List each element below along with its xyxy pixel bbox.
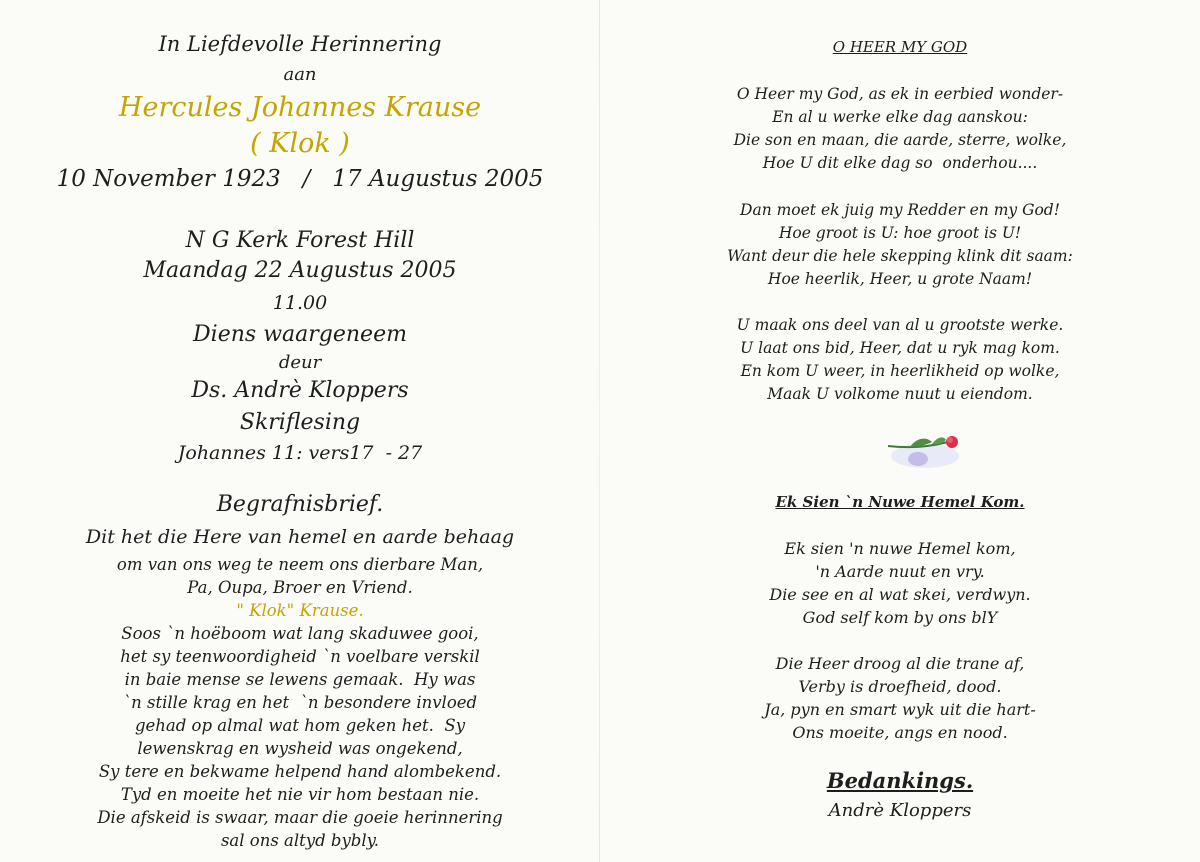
life-dates: 10 November 1923 / 17 Augustus 2005 — [56, 166, 544, 192]
minister-name: Ds. Andrè Kloppers — [191, 378, 409, 403]
intro-line: In Liefdevolle Herinnering — [158, 32, 442, 56]
letter-line: in baie mense se lewens gemaak. Hy was — [124, 670, 476, 689]
hymn-line: Want deur die hele skepping klink dit saam: — [727, 247, 1073, 265]
poem-line: Ja, pyn en smart wyk uit die hart- — [764, 700, 1036, 719]
deceased-nickname: ( Klok ) — [250, 128, 350, 159]
hymn-line: Die son en maan, die aarde, sterre, wolke, — [733, 131, 1067, 149]
letter-line-nickname: " Klok" Krause. — [236, 601, 364, 620]
poem-title: Ek Sien `n Nuwe Hemel Kom. — [775, 493, 1025, 511]
service-time: 11.00 — [272, 292, 328, 314]
hymn-line: Hoe groot is U: hoe groot is U! — [778, 224, 1022, 242]
letter-line: om van ons weg te neem ons dierbare Man, — [116, 555, 484, 574]
thanks-name: Andrè Kloppers — [828, 800, 972, 821]
letter-line: Pa, Oupa, Broer en Vriend. — [187, 578, 413, 597]
aan-line: aan — [283, 64, 317, 85]
rose-icon — [880, 426, 970, 472]
reading-heading: Skriflesing — [239, 410, 361, 435]
hymn-line: Hoe U dit elke dag so onderhou.... — [762, 154, 1038, 172]
service-by: Diens waargeneem — [193, 322, 407, 347]
hymn-line: En al u werke elke dag aanskou: — [772, 108, 1028, 126]
hymn-title: O HEER MY GOD — [832, 38, 968, 56]
hymn-line: Dan moet ek juig my Redder en my God! — [740, 201, 1060, 219]
letter-line: `n stille krag en het `n besondere invloed — [122, 693, 478, 712]
letter-line: het sy teenwoordigheid `n voelbare verskil — [120, 647, 480, 666]
poem-line: Die Heer droog al die trane af, — [775, 654, 1025, 673]
deur-line: deur — [278, 352, 322, 373]
letter-line: Sy tere en bekwame helpend hand alombekend. — [98, 762, 502, 781]
poem-line: Ek sien 'n nuwe Hemel kom, — [784, 539, 1016, 558]
poem-line: 'n Aarde nuut en vry. — [815, 562, 985, 581]
hymn-line: En kom U weer, in heerlikheid op wolke, — [740, 362, 1060, 380]
deceased-name: Hercules Johannes Krause — [118, 92, 482, 123]
letter-first-line: Dit het die Here van hemel en aarde behaag — [85, 526, 515, 548]
hymn-line: U laat ons bid, Heer, dat u ryk mag kom. — [740, 339, 1060, 357]
poem-line: Die see en al wat skei, verdwyn. — [769, 585, 1031, 604]
letter-line: sal ons altyd bybly. — [220, 831, 380, 850]
letter-line: Die afskeid is swaar, maar die goeie herinnering — [97, 808, 503, 827]
church-name: N G Kerk Forest Hill — [185, 228, 415, 253]
poem-line: God self kom by ons blY — [802, 608, 998, 627]
letter-line: Tyd en moeite het nie vir hom bestaan nie. — [120, 785, 480, 804]
hymn-line: U maak ons deel van al u grootste werke. — [736, 316, 1064, 334]
poem-line: Ons moeite, angs en nood. — [792, 723, 1008, 742]
hymn-line: Maak U volkome nuut u eiendom. — [767, 385, 1033, 403]
service-date: Maandag 22 Augustus 2005 — [143, 258, 457, 283]
hymn-line: O Heer my God, as ek in eerbied wonder- — [736, 85, 1064, 103]
letter-heading: Begrafnisbrief. — [216, 492, 384, 517]
letter-line: lewenskrag en wysheid was ongekend, — [137, 739, 463, 758]
letter-line: gehad op almal wat hom geken het. Sy — [134, 716, 466, 735]
thanks-heading: Bedankings. — [826, 768, 974, 793]
poem-line: Verby is droefheid, dood. — [798, 677, 1002, 696]
hymn-line: Hoe heerlik, Heer, u grote Naam! — [767, 270, 1033, 288]
reading-reference: Johannes 11: vers17 - 27 — [177, 442, 423, 464]
letter-line: Soos `n hoëboom wat lang skaduwee gooi, — [121, 624, 479, 643]
